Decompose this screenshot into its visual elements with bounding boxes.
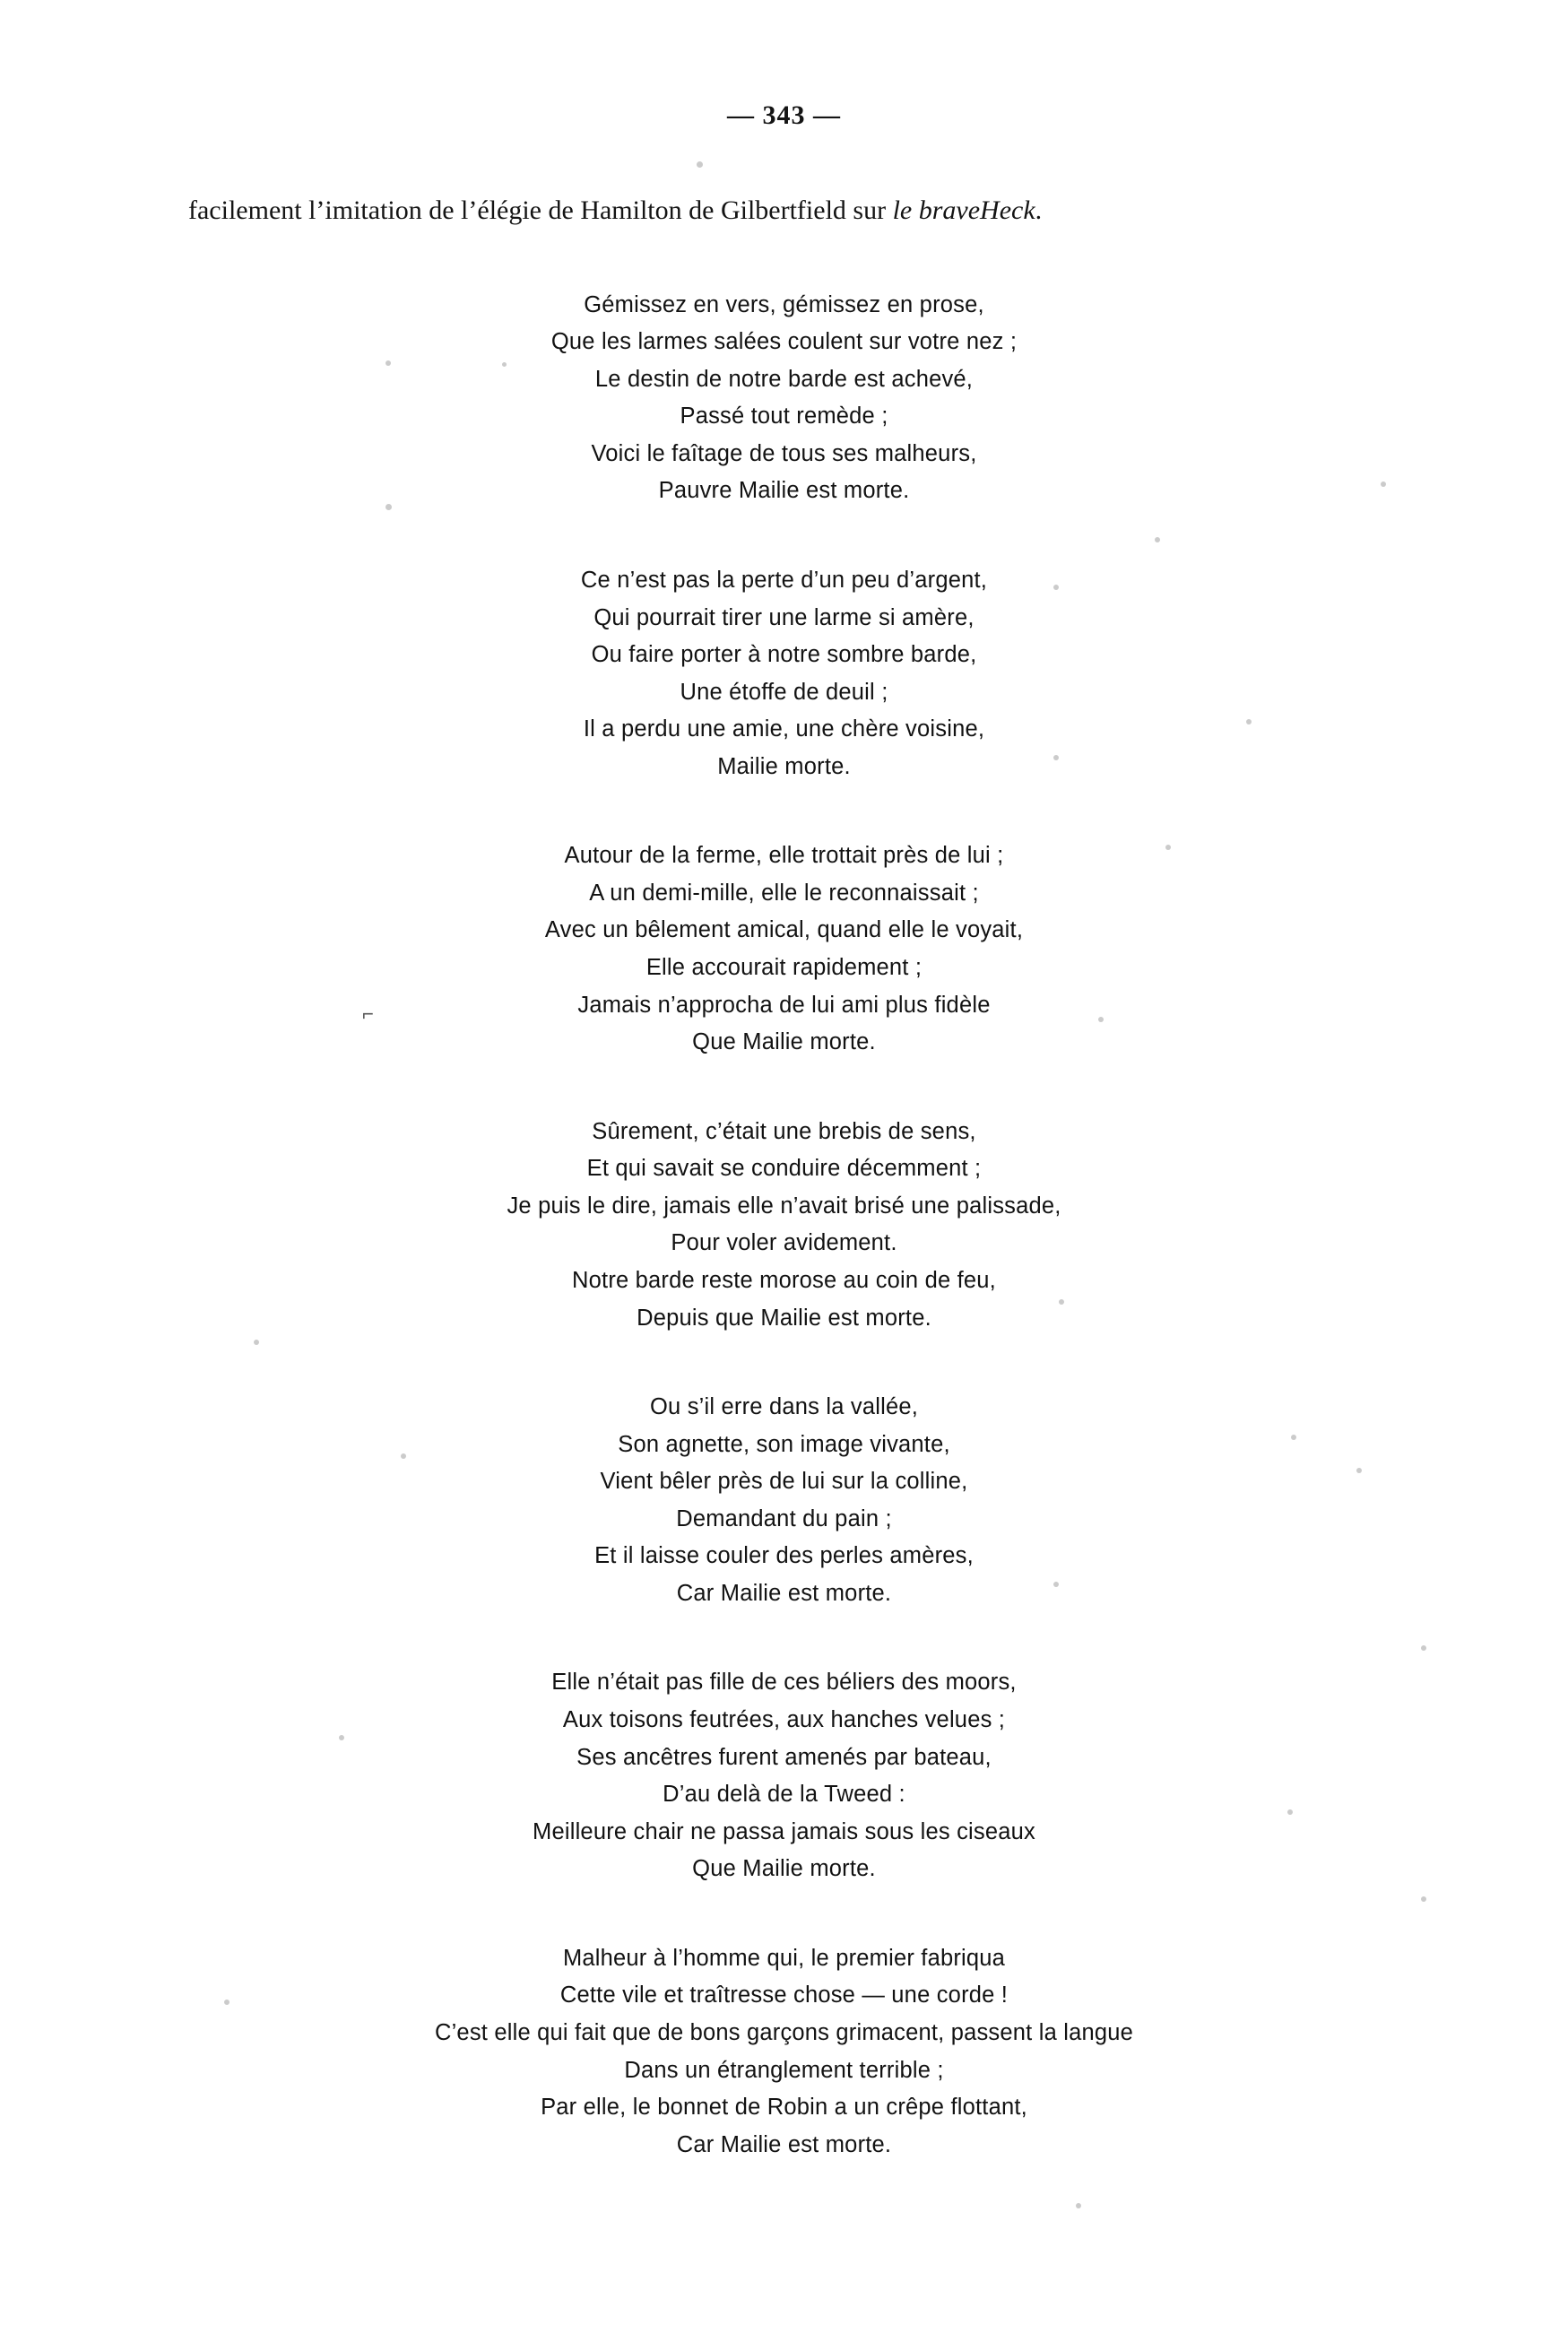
poem-line: Qui pourrait tirer une larme si amère,	[593, 604, 975, 630]
stanza	[0, 1664, 1568, 1887]
intro-text-period: .	[1035, 195, 1043, 225]
stanza	[0, 562, 1568, 785]
poem-line: Depuis que Mailie est morte.	[637, 1305, 931, 1331]
poem-line: C’est elle qui fait que de bons garçons grimacent, passent la langue	[434, 2019, 1134, 2045]
poem-line: Ce n’est pas la perte d’un peu d’argent,	[580, 567, 988, 593]
scan-speck	[697, 161, 703, 168]
poem-line: D’au delà de la Tweed :	[663, 1782, 905, 1808]
poem-line: Le destin de notre barde est achevé,	[594, 366, 974, 392]
poem-line: Car Mailie est morte.	[676, 2131, 892, 2157]
poem-line: Notre barde reste morose au coin de feu,	[572, 1267, 996, 1293]
poem-line: Gémissez en vers, gémissez en prose,	[584, 291, 984, 317]
poem-line: Dans un étranglement terrible ;	[624, 2057, 944, 2083]
poem-line: A un demi-mille, elle le reconnaissait ;	[589, 880, 979, 906]
poem-line: Que Mailie morte.	[692, 1856, 876, 1882]
poem-line: Sûrement, c’était une brebis de sens,	[592, 1118, 976, 1144]
poem-line: Il a perdu une amie, une chère voisine,	[583, 716, 985, 742]
page-number: — 343 —	[727, 100, 841, 130]
poem-line: Passé tout remède ;	[680, 403, 888, 429]
poem-line: Car Mailie est morte.	[676, 1580, 892, 1606]
stanza	[0, 1114, 1568, 1337]
poem-line: Cette vile et traîtresse chose — une corde !	[559, 1982, 1009, 2008]
stanza	[0, 837, 1568, 1061]
scan-speck	[1076, 2203, 1081, 2208]
poem-line: Meilleure chair ne passa jamais sous les ciseaux	[533, 1818, 1035, 1844]
poem-line: Jamais n’approcha de lui ami plus fidèle	[577, 992, 991, 1018]
stanza	[0, 1389, 1568, 1612]
poem-line: Autour de la ferme, elle trottait près de lui ;	[564, 843, 1004, 869]
poem-line: Pour voler avidement.	[671, 1230, 897, 1256]
poem-line: Ou s’il erre dans la vallée,	[650, 1394, 918, 1420]
poem-line: Vient bêler près de lui sur la colline,	[600, 1469, 968, 1495]
poem-line: Et qui savait se conduire décemment ;	[586, 1156, 982, 1182]
stanza	[0, 287, 1568, 510]
poem-line: Malheur à l’homme qui, le premier fabriqua	[562, 1945, 1006, 1971]
poem-line: Voici le faîtage de tous ses malheurs,	[591, 440, 977, 466]
poem-line: Aux toisons feutrées, aux hanches velues ;	[562, 1707, 1006, 1733]
poem-line: Avec un bêlement amical, quand elle le voyait,	[544, 917, 1024, 943]
poem-line: Par elle, le bonnet de Robin a un crêpe flottant,	[541, 2095, 1027, 2121]
poem-line: Mailie morte.	[717, 753, 851, 779]
document-page	[0, 100, 1568, 2325]
stanza	[0, 1940, 1568, 2164]
intro-italic-title-2: Heck	[980, 195, 1035, 225]
poem-line: Elle n’était pas fille de ces béliers des moors,	[551, 1670, 1017, 1696]
poem-line: Elle accourait rapidement ;	[645, 955, 923, 981]
margin-dash-mark: ⌐	[362, 1002, 374, 1025]
poem-line: Ou faire porter à notre sombre barde,	[591, 642, 977, 668]
intro-text-plain: facilement l’imitation de l’élégie de Hamilton de Gilbertfield sur	[188, 195, 893, 225]
poem-line: Son agnette, son image vivante,	[618, 1431, 950, 1457]
intro-paragraph	[188, 190, 1380, 231]
poem-line: Je puis le dire, jamais elle n’avait brisé une palissade,	[507, 1193, 1061, 1219]
poem-line: Pauvre Mailie est morte.	[658, 478, 910, 504]
poem-body	[0, 287, 1568, 2165]
poem-line: Et il laisse couler des perles amères,	[594, 1543, 974, 1569]
poem-line: Que Mailie morte.	[692, 1029, 876, 1055]
poem-line: Ses ancêtres furent amenés par bateau,	[576, 1744, 992, 1770]
poem-line: Une étoffe de deuil ;	[680, 679, 888, 705]
poem-line: Que les larmes salées coulent sur votre nez ;	[550, 329, 1018, 355]
intro-italic-title-1: le brave	[892, 195, 981, 225]
poem-line: Demandant du pain ;	[676, 1505, 892, 1531]
